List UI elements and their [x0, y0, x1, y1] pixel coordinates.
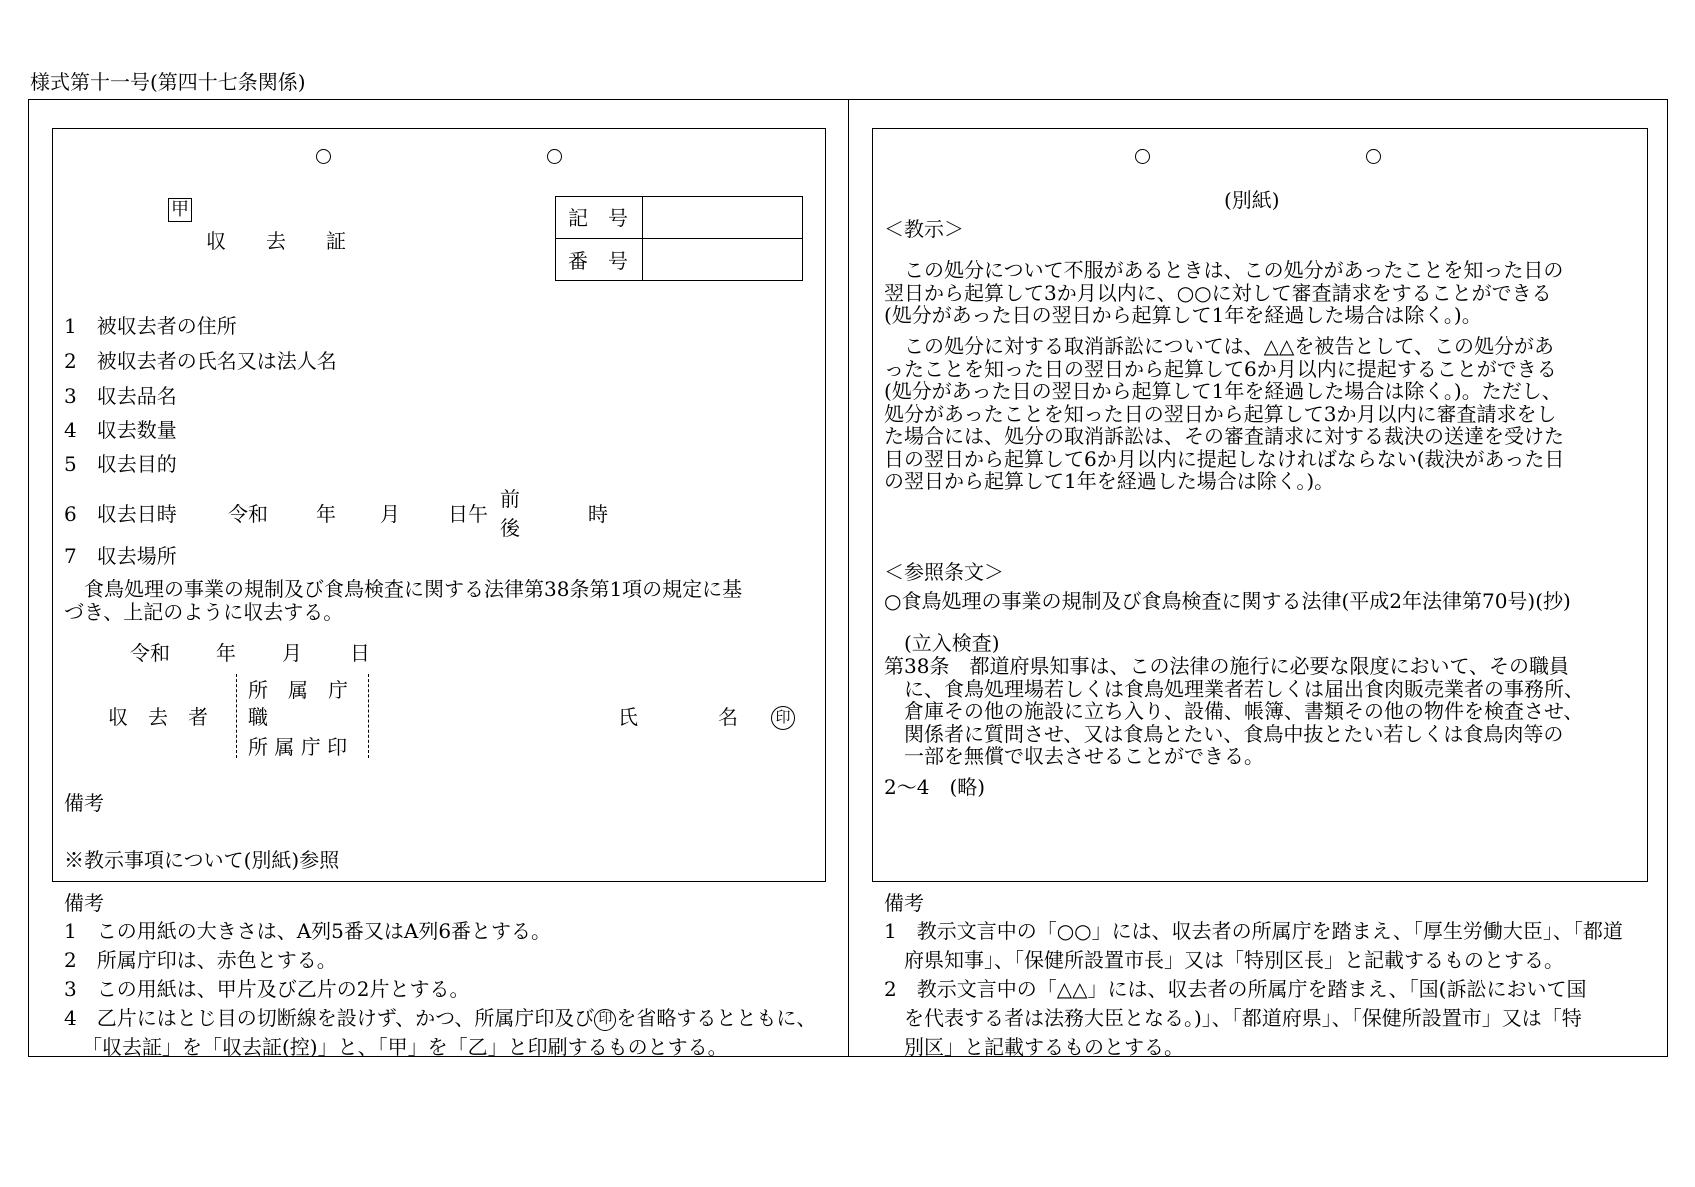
teaching-line: この処分について不服があるときは、この処分があったことを知った日の — [884, 258, 1564, 282]
note-line: 1 この用紙の大きさは、A列5番又はA列6番とする。 — [64, 919, 552, 943]
notes-right-label: 備考 — [884, 891, 924, 915]
datetime-hour: 時 — [588, 502, 608, 526]
binding-hole-icon — [547, 149, 562, 164]
datetime-am: 前 — [500, 487, 520, 511]
teaching-line: ったことを知った日の翌日から起算して6か月以内に提起することができる — [884, 356, 1557, 381]
article-text — [884, 655, 1584, 768]
issue-era: 令和 — [130, 641, 170, 665]
collector-label: 収 去 者 — [108, 705, 208, 729]
item-quantity: 4 収去数量 — [64, 418, 177, 442]
kou-mark: 甲 — [168, 198, 192, 222]
seal-icon: 印 — [771, 706, 795, 730]
datetime-month: 月 — [380, 502, 400, 526]
datetime-day: 日午 — [448, 502, 488, 526]
article-line: 一部を無償で収去させることができる。 — [884, 744, 1264, 768]
teaching-line: (処分があった日の翌日から起算して1年を経過した場合は除く。)。ただし、 — [884, 379, 1562, 403]
issue-month: 月 — [282, 641, 302, 665]
collector-name-label: 氏 名 — [618, 705, 738, 729]
notes-right — [884, 917, 1623, 1062]
certificate-title: 収 去 証 — [206, 229, 346, 253]
note-line: 3 この用紙は、甲片及び乙片の2片とする。 — [64, 977, 470, 1001]
notice-reference: ※教示事項について(別紙)参照 — [64, 848, 340, 872]
code-label: 記 号 — [568, 206, 628, 230]
collector-bracket-left — [236, 674, 237, 758]
note-line: 「収去証」を「収去証(控)」と、「甲」を「乙」と印刷するものとする。 — [82, 1035, 728, 1059]
article-line: 第38条 都道府県知事は、この法律の施行に必要な限度において、その職員 — [884, 654, 1570, 678]
datetime-era: 令和 — [228, 502, 268, 526]
left-remarks-label: 備考 — [64, 791, 104, 815]
teaching-line: (処分があった日の翌日から起算して1年を経過した場合は除く。)。 — [884, 303, 1482, 327]
teaching-line: の翌日から起算して1年を経過した場合は除く。)。 — [884, 469, 1335, 493]
issue-day: 日 — [350, 641, 370, 665]
teaching-paragraph-1 — [884, 259, 1563, 327]
right-notice-box — [872, 128, 1648, 882]
collector-position: 職 — [248, 705, 268, 729]
item-address: 1 被収去者の住所 — [64, 314, 237, 338]
teaching-line: 翌日から起算して3か月以内に、○○に対して審査請求をすることができる — [884, 280, 1552, 305]
item-place: 7 収去場所 — [64, 544, 177, 568]
code-table-divider — [642, 196, 643, 281]
reference-heading: ＜参照条文＞ — [884, 560, 1004, 584]
teaching-line: 日の翌日から起算して6か月以内に提起しなければならない(裁決があった日 — [884, 446, 1565, 471]
statement-line: づき、上記のように収去する。 — [64, 599, 344, 624]
number-label: 番 号 — [568, 249, 628, 273]
datetime-year: 年 — [316, 502, 336, 526]
teaching-line: た場合には、処分の取消訴訟は、その審査請求に対する裁決の送達を受けた — [884, 424, 1564, 448]
note-line: 1 教示文言中の「○○」には、収去者の所属庁を踏まえ、「厚生労働大臣」、「都道 — [884, 919, 1623, 943]
article-rest: 2～4 (略) — [884, 775, 986, 799]
item-datetime: 6 収去日時 — [64, 502, 177, 526]
item-purpose: 5 収去目的 — [64, 452, 177, 476]
law-title: ○食鳥処理の事業の規制及び食鳥検査に関する法律(平成2年法律第70号)(抄) — [884, 589, 1571, 613]
notes-left-label: 備考 — [64, 891, 104, 915]
center-divider — [848, 99, 849, 1057]
note-line: 4 乙片にはとじ目の切断線を設けず、かつ、所属庁印及び 印 を省略するとともに、 — [64, 1006, 817, 1030]
article-line: 関係者に質問させ、又は食鳥とたい、食鳥中抜とたい若しくは食鳥肉等の — [884, 721, 1564, 746]
notes-left — [64, 917, 816, 1062]
item-name: 2 被収去者の氏名又は法人名 — [64, 349, 337, 373]
binding-hole-icon — [1135, 149, 1150, 164]
binding-hole-icon — [316, 149, 331, 164]
teaching-line: この処分に対する取消訴訟については、△△を被告として、この処分があ — [884, 334, 1554, 358]
note-line: 2 所属庁印は、赤色とする。 — [64, 948, 337, 972]
note-line: 府県知事」、「保健所設置市長」又は「特別区長」と記載するものとする。 — [884, 948, 1564, 972]
statement — [64, 578, 742, 623]
issue-year: 年 — [216, 641, 236, 665]
form-title: 様式第十一号(第四十七条関係) — [30, 70, 306, 94]
attachment-label: (別紙) — [1224, 188, 1280, 212]
article-line: 倉庫その他の施設に立ち入り、設備、帳簿、書類その他の物件を検査させ、 — [884, 699, 1584, 723]
binding-hole-icon — [1366, 149, 1381, 164]
note-line: 2 教示文言中の「△△」には、収去者の所属庁を踏まえ、「国(訴訟において国 — [884, 977, 1587, 1001]
teaching-paragraph-2 — [884, 335, 1564, 493]
note-line: 別区」と記載するものとする。 — [884, 1035, 1184, 1059]
code-table-divider — [555, 238, 803, 239]
datetime-pm: 後 — [500, 516, 520, 540]
collector-bracket-right — [368, 674, 369, 758]
article-line: に、食鳥処理場若しくは食鳥処理業者若しくは届出食肉販売業者の事務所、 — [884, 676, 1584, 701]
collector-dept: 所 属 庁 — [248, 678, 348, 702]
collector-dept-seal: 所 属 庁 印 — [248, 735, 348, 759]
seal-icon: 印 — [594, 1009, 616, 1031]
item-product: 3 収去品名 — [64, 384, 177, 408]
article-caption: (立入検査) — [904, 631, 1000, 655]
statement-line: 食鳥処理の事業の規制及び食鳥検査に関する法律第38条第1項の規定に基 — [64, 577, 743, 601]
teaching-line: 処分があったことを知った日の翌日から起算して3か月以内に審査請求をし — [884, 401, 1557, 426]
note-line: を代表する者は法務大臣となる。)」、「都道府県」、「保健所設置市」又は「特 — [884, 1006, 1582, 1030]
teaching-heading: ＜教示＞ — [884, 217, 964, 241]
